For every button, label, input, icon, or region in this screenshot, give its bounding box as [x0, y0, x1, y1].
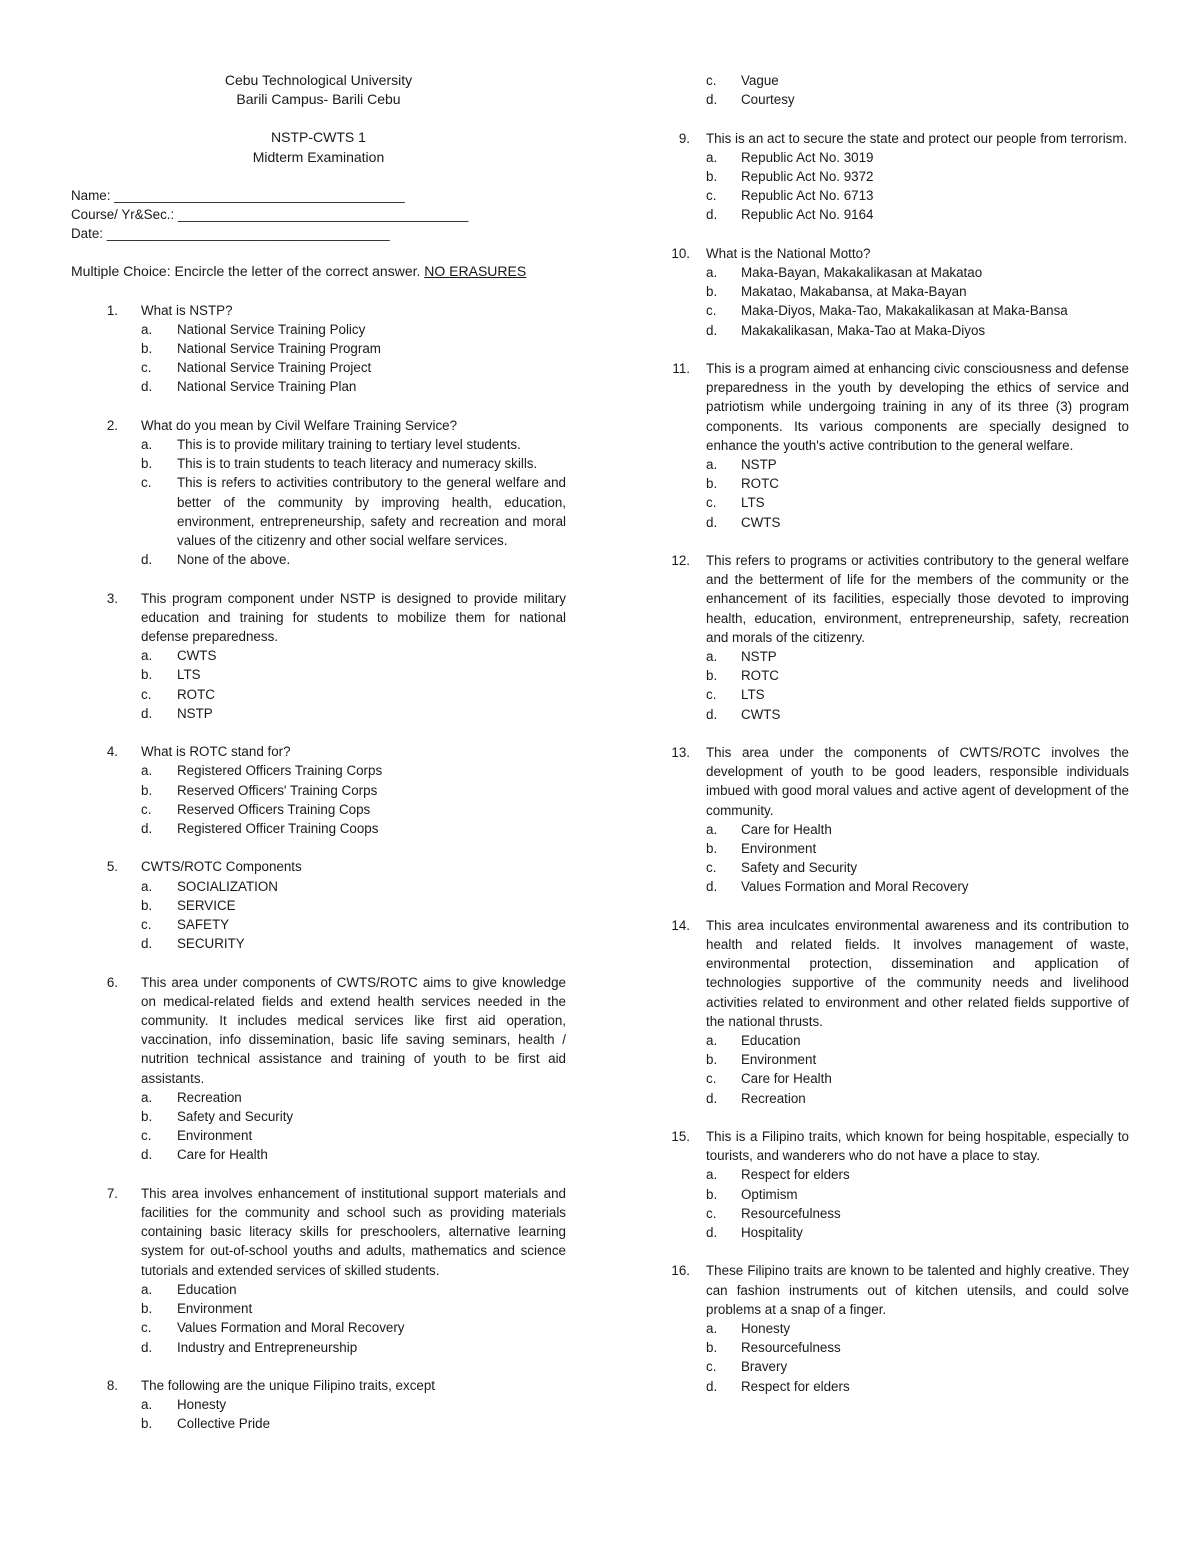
- question-number: 5.: [106, 859, 118, 875]
- answer-option[interactable]: [71, 339, 566, 358]
- option-letter: c.: [141, 801, 152, 817]
- answer-option[interactable]: [671, 186, 1129, 205]
- option-text: Registered Officer Training Coops: [177, 821, 379, 837]
- option-letter: a.: [141, 1089, 153, 1105]
- option-text: ROTC: [741, 668, 779, 684]
- option-text: Industry and Entrepreneurship: [177, 1339, 358, 1355]
- answer-option[interactable]: [671, 685, 1129, 704]
- option-text: SOCIALIZATION: [177, 878, 278, 894]
- answer-option[interactable]: [71, 1126, 566, 1145]
- question-number: 13.: [671, 745, 690, 761]
- answer-option[interactable]: [71, 1107, 566, 1126]
- answer-option[interactable]: [71, 819, 566, 838]
- option-letter: b.: [141, 456, 153, 472]
- option-text: Reserved Officers' Training Corps: [177, 782, 378, 798]
- option-text: None of the above.: [177, 552, 291, 568]
- answer-option[interactable]: [671, 1185, 1129, 1204]
- question-number: 10.: [671, 245, 690, 261]
- option-letter: b.: [141, 341, 153, 357]
- right-column: [671, 71, 1129, 1415]
- question-number: 12.: [671, 553, 690, 569]
- option-text: LTS: [741, 687, 765, 703]
- option-letter: a.: [706, 265, 718, 280]
- question-item: [671, 1127, 1129, 1242]
- question-number: 15.: [671, 1129, 690, 1145]
- option-text: Safety and Security: [741, 860, 858, 876]
- question-stem: This is a Filipino traits, which known for being hospitable, especially to tourists, and wanderers who do not have a place to stay.: [706, 1129, 1129, 1164]
- option-text: Registered Officers Training Corps: [177, 763, 383, 779]
- answer-option[interactable]: [671, 90, 1129, 109]
- option-text: Respect for elders: [741, 1167, 850, 1183]
- option-text: NSTP: [177, 705, 213, 721]
- option-text: Recreation: [741, 1090, 806, 1106]
- option-letter: c.: [706, 188, 717, 204]
- answer-option[interactable]: [671, 1069, 1129, 1088]
- answer-option[interactable]: [671, 455, 1129, 474]
- answer-option[interactable]: [71, 704, 566, 723]
- answer-option[interactable]: [71, 320, 566, 339]
- answer-option[interactable]: [71, 877, 566, 896]
- option-letter: a.: [141, 437, 153, 453]
- option-letter: c.: [706, 860, 717, 876]
- answer-option[interactable]: [71, 1145, 566, 1164]
- option-letter: c.: [706, 73, 717, 88]
- option-letter: b.: [141, 1416, 153, 1432]
- answer-option[interactable]: [71, 358, 566, 377]
- option-letter: d.: [706, 207, 718, 223]
- option-text: SERVICE: [177, 897, 236, 913]
- answer-option[interactable]: [71, 1338, 566, 1357]
- answer-option[interactable]: [671, 321, 1129, 340]
- answer-option[interactable]: [671, 282, 1129, 301]
- question-item: [671, 551, 1129, 724]
- answer-option[interactable]: [671, 148, 1129, 167]
- option-text: CWTS: [177, 648, 217, 664]
- question-stem: This area involves enhancement of institutional support materials and facilities for the community and school such as providing materials containing basic literacy skills for preschoolers, alternative learning system for out-of-school youths and adults, mathematics and science tutorials and extended services of skilled students.: [141, 1185, 566, 1278]
- option-letter: c.: [706, 495, 717, 511]
- option-letter: b.: [706, 1186, 718, 1202]
- option-text: SAFETY: [177, 917, 230, 933]
- answer-option[interactable]: [71, 454, 566, 473]
- answer-option[interactable]: [671, 839, 1129, 858]
- question-stem: This area inculcates environmental awareness and its contribution to health and related fields. It involves management of waste, environmental protection, dissemination and application of technologies supportive of the community needs and livelihood activities related to environment and other related fields supportive of the national thrusts.: [706, 917, 1129, 1029]
- option-text: LTS: [741, 495, 765, 511]
- answer-option[interactable]: [71, 934, 566, 953]
- question-item: [71, 857, 566, 953]
- option-text: Honesty: [741, 1321, 791, 1337]
- option-text: Bravery: [741, 1359, 788, 1375]
- option-text: Values Formation and Moral Recovery: [741, 879, 969, 895]
- option-text: NSTP: [741, 457, 777, 473]
- answer-option[interactable]: [671, 167, 1129, 186]
- option-letter: d.: [706, 706, 718, 722]
- answer-option[interactable]: [71, 665, 566, 684]
- option-letter: d.: [706, 1090, 718, 1106]
- option-text: Environment: [741, 841, 817, 857]
- answer-option[interactable]: [71, 781, 566, 800]
- option-text: National Service Training Program: [177, 341, 381, 357]
- option-letter: d.: [706, 92, 718, 108]
- question-number: 14.: [671, 917, 690, 933]
- option-text: Care for Health: [741, 821, 832, 837]
- option-letter: c.: [706, 1359, 717, 1375]
- answer-option[interactable]: [671, 1165, 1129, 1184]
- option-text: Resourcefulness: [741, 1340, 841, 1356]
- option-text: SECURITY: [177, 936, 245, 952]
- question-item: [71, 1184, 566, 1357]
- question-item: [71, 742, 566, 838]
- option-text: Republic Act No. 9372: [741, 169, 874, 184]
- option-text: This is to train students to teach literacy and numeracy skills.: [177, 456, 538, 472]
- answer-option[interactable]: [71, 473, 566, 550]
- answer-option[interactable]: [671, 1050, 1129, 1069]
- answer-option[interactable]: [671, 666, 1129, 685]
- question-number: 4.: [106, 744, 118, 760]
- option-text: Education: [177, 1281, 237, 1297]
- option-text: National Service Training Project: [177, 360, 372, 376]
- option-text: National Service Training Plan: [177, 379, 357, 395]
- answer-option[interactable]: [671, 1089, 1129, 1108]
- question-number: 2.: [106, 417, 118, 433]
- option-letter: a.: [141, 1397, 153, 1413]
- option-letter: d.: [141, 1147, 153, 1163]
- option-letter: d.: [706, 1378, 718, 1394]
- name-field[interactable]: Name: _______________________________________: [71, 187, 405, 203]
- answer-option[interactable]: [671, 1319, 1129, 1338]
- answer-option[interactable]: [71, 550, 566, 569]
- right-question-list: [671, 129, 1129, 1396]
- option-letter: b.: [141, 782, 153, 798]
- option-text: Maka-Bayan, Makakalikasan at Makatao: [741, 265, 983, 280]
- question-item: [671, 359, 1129, 532]
- question-number: 1.: [106, 302, 118, 318]
- instructions: [71, 262, 566, 281]
- instructions-text: Multiple Choice: Encircle the letter of the correct answer.: [71, 263, 425, 280]
- option-text: Reserved Officers Training Cops: [177, 801, 371, 817]
- question-stem: These Filipino traits are known to be talented and highly creative. They can fashion instruments out of kitchen utensils, and could solve problems at a snap of a finger.: [706, 1263, 1129, 1317]
- question-stem: This area under the components of CWTS/ROTC involves the development of youth to be good leaders, responsible individuals imbued with good moral values and active agent of development of the community.: [706, 745, 1129, 818]
- option-text: Republic Act No. 3019: [741, 149, 874, 165]
- option-text: Optimism: [741, 1186, 798, 1202]
- option-letter: a.: [141, 1281, 153, 1297]
- student-info-fields: [71, 186, 566, 244]
- date-field[interactable]: Date: ______________________________________: [71, 226, 390, 242]
- option-letter: c.: [141, 1320, 152, 1336]
- option-letter: b.: [706, 668, 718, 684]
- option-letter: b.: [141, 1109, 153, 1125]
- answer-option[interactable]: [671, 493, 1129, 512]
- option-letter: c.: [706, 687, 717, 703]
- question-item: [71, 973, 566, 1165]
- course-section-field[interactable]: Course/ Yr&Sec.: _______________________________________: [71, 207, 469, 223]
- option-text: Resourcefulness: [741, 1205, 841, 1221]
- option-letter: b.: [141, 667, 153, 683]
- question-item: [71, 301, 566, 397]
- question-number: 9.: [678, 130, 690, 146]
- option-letter: b.: [141, 897, 153, 913]
- answer-option[interactable]: [671, 1223, 1129, 1242]
- question-item: [71, 416, 566, 570]
- option-text: National Service Training Policy: [177, 321, 366, 337]
- answer-option[interactable]: [671, 1357, 1129, 1376]
- option-letter: d.: [141, 936, 153, 952]
- option-letter: c.: [141, 475, 152, 491]
- option-letter: c.: [141, 686, 152, 702]
- answer-option[interactable]: [671, 263, 1129, 282]
- question-number: 6.: [106, 974, 118, 990]
- answer-option[interactable]: [71, 377, 566, 396]
- option-text: Care for Health: [177, 1147, 268, 1163]
- option-letter: a.: [141, 878, 153, 894]
- course-title: NSTP-CWTS 1: [271, 129, 366, 146]
- instructions-emphasis: NO ERASURES: [424, 263, 527, 280]
- option-letter: d.: [706, 879, 718, 895]
- option-text: NSTP: [741, 649, 777, 665]
- option-letter: c.: [706, 1071, 717, 1087]
- answer-option[interactable]: [671, 877, 1129, 896]
- question-stem: The following are the unique Filipino traits, except: [141, 1377, 436, 1393]
- option-letter: b.: [706, 169, 718, 184]
- answer-option[interactable]: [71, 1414, 566, 1433]
- option-letter: d.: [706, 322, 718, 338]
- question-number: 7.: [106, 1185, 118, 1201]
- option-text: CWTS: [741, 514, 781, 530]
- option-text: Makakalikasan, Maka-Tao at Maka-Diyos: [741, 322, 986, 338]
- question-stem: What is ROTC stand for?: [141, 744, 291, 760]
- answer-option[interactable]: [671, 1031, 1129, 1050]
- option-letter: b.: [141, 1301, 153, 1317]
- answer-option[interactable]: [671, 858, 1129, 877]
- option-text: Safety and Security: [177, 1109, 294, 1125]
- option-letter: c.: [706, 1205, 717, 1221]
- option-letter: c.: [141, 360, 152, 376]
- answer-option[interactable]: [671, 301, 1129, 320]
- option-letter: a.: [706, 149, 718, 165]
- answer-option[interactable]: [671, 1377, 1129, 1396]
- question-number: 16.: [671, 1263, 690, 1279]
- campus-name: Barili Campus- Barili Cebu: [236, 91, 401, 108]
- question-item: [671, 916, 1129, 1108]
- option-letter: a.: [706, 457, 718, 473]
- option-text: ROTC: [741, 476, 779, 492]
- question-8-continued: [671, 71, 1129, 109]
- option-text: Environment: [177, 1128, 253, 1144]
- answer-option[interactable]: [71, 1395, 566, 1414]
- question-number: 8.: [106, 1377, 118, 1393]
- question-stem: What is the National Motto?: [706, 245, 871, 261]
- option-text: Collective Pride: [177, 1416, 271, 1432]
- answer-option[interactable]: [71, 915, 566, 934]
- answer-option[interactable]: [71, 685, 566, 704]
- option-text: Values Formation and Moral Recovery: [177, 1320, 405, 1336]
- option-letter: d.: [141, 821, 153, 837]
- option-letter: b.: [706, 1052, 718, 1068]
- option-letter: a.: [706, 1167, 718, 1183]
- option-text: Education: [741, 1033, 801, 1049]
- answer-option[interactable]: [71, 896, 566, 915]
- option-letter: a.: [706, 1033, 718, 1049]
- option-letter: a.: [141, 321, 153, 337]
- question-item: [671, 743, 1129, 897]
- option-letter: c.: [706, 303, 717, 319]
- answer-option[interactable]: [71, 1318, 566, 1337]
- option-text: Courtesy: [741, 92, 795, 108]
- option-letter: d.: [141, 379, 153, 395]
- option-letter: b.: [706, 476, 718, 492]
- option-letter: d.: [141, 552, 153, 568]
- option-letter: a.: [141, 763, 153, 779]
- answer-option[interactable]: [71, 1280, 566, 1299]
- option-text: Honesty: [177, 1397, 227, 1413]
- option-letter: b.: [706, 1340, 718, 1356]
- option-letter: d.: [706, 1225, 718, 1241]
- option-letter: d.: [141, 1339, 153, 1355]
- option-letter: a.: [706, 649, 718, 665]
- answer-option[interactable]: [71, 1088, 566, 1107]
- answer-option[interactable]: [671, 205, 1129, 224]
- question-item: [671, 244, 1129, 340]
- option-letter: b.: [706, 841, 718, 857]
- left-column: [71, 71, 566, 1453]
- option-text: ROTC: [177, 686, 215, 702]
- question-stem: This program component under NSTP is designed to provide military education and training for students to mobilize them for national defense preparedness.: [141, 590, 566, 645]
- question-stem: What do you mean by Civil Welfare Training Service?: [141, 417, 458, 433]
- option-text: Republic Act No. 6713: [741, 188, 874, 204]
- question-item: [71, 1376, 566, 1434]
- option-letter: a.: [706, 1321, 718, 1337]
- answer-option[interactable]: [671, 71, 1129, 90]
- answer-option[interactable]: [671, 1338, 1129, 1357]
- answer-option[interactable]: [71, 646, 566, 665]
- option-text: Vague: [741, 73, 779, 88]
- option-letter: d.: [141, 705, 153, 721]
- answer-option[interactable]: [671, 513, 1129, 532]
- question-stem: This refers to programs or activities contributory to the general welfare and the betterment of life for the members of the community or the enhancement of its facilities, especially those devoted to improving health, education, environment, entrepreneurship, safety, recreation and morals of the citizenry.: [706, 553, 1129, 645]
- option-text: This is refers to activities contributory to the general welfare and better of the community by improving health, education, environment, entrepreneurship, safety and recreation and moral values of the citizenry and other social welfare services.: [177, 475, 566, 549]
- answer-option[interactable]: [671, 474, 1129, 493]
- answer-option[interactable]: [71, 761, 566, 780]
- left-question-list: [71, 301, 566, 1434]
- option-text: Environment: [741, 1052, 817, 1068]
- option-letter: a.: [706, 821, 718, 837]
- option-text: Hospitality: [741, 1225, 803, 1241]
- question-stem: CWTS/ROTC Components: [141, 859, 302, 875]
- option-text: LTS: [177, 667, 201, 683]
- question-item: [71, 589, 566, 723]
- option-letter: a.: [141, 648, 153, 664]
- option-letter: c.: [141, 1128, 152, 1144]
- option-text: CWTS: [741, 706, 781, 722]
- option-letter: b.: [706, 284, 718, 300]
- answer-option[interactable]: [671, 705, 1129, 724]
- option-letter: c.: [141, 917, 152, 933]
- question-stem: This is an act to secure the state and protect our people from terrorism.: [706, 130, 1128, 146]
- question-item: [671, 1261, 1129, 1395]
- question-stem: This area under components of CWTS/ROTC aims to give knowledge on medical-related fields and extend health services needed in the community. It includes medical services like first aid operation, vaccination, info dissemination, basic life saving seminars, health / nutrition technical assistance and training of youth to be first aid assistants.: [141, 974, 566, 1086]
- answer-option[interactable]: [71, 435, 566, 454]
- option-letter: d.: [706, 514, 718, 530]
- university-name: Cebu Technological University: [224, 72, 413, 88]
- question-number: 11.: [672, 361, 690, 376]
- answer-option[interactable]: [671, 647, 1129, 666]
- answer-option[interactable]: [71, 1299, 566, 1318]
- question-item: [671, 129, 1129, 225]
- exam-title: Midterm Examination: [252, 148, 385, 165]
- option-text: Environment: [177, 1301, 253, 1317]
- question-stem: What is NSTP?: [141, 302, 233, 318]
- option-text: Respect for elders: [741, 1378, 850, 1394]
- option-text: Republic Act No. 9164: [741, 207, 874, 223]
- option-text: This is to provide military training to tertiary level students.: [177, 437, 521, 453]
- question-stem: This is a program aimed at enhancing civic consciousness and defense preparedness in the youth by developing the ethics of service and patriotism while undergoing training in any of its three (3) program components. Its various components are specially designed to enhance the youth's active contribution to the general welfare.: [706, 361, 1129, 453]
- answer-option[interactable]: [671, 1204, 1129, 1223]
- option-text: Care for Health: [741, 1071, 832, 1087]
- option-text: Maka-Diyos, Maka-Tao, Makakalikasan at Maka-Bansa: [741, 303, 1068, 319]
- answer-option[interactable]: [71, 800, 566, 819]
- option-text: Makatao, Makabansa, at Maka-Bayan: [741, 284, 967, 300]
- option-text: Recreation: [177, 1089, 242, 1105]
- answer-option[interactable]: [671, 820, 1129, 839]
- exam-header: [71, 71, 566, 167]
- question-number: 3.: [106, 590, 118, 606]
